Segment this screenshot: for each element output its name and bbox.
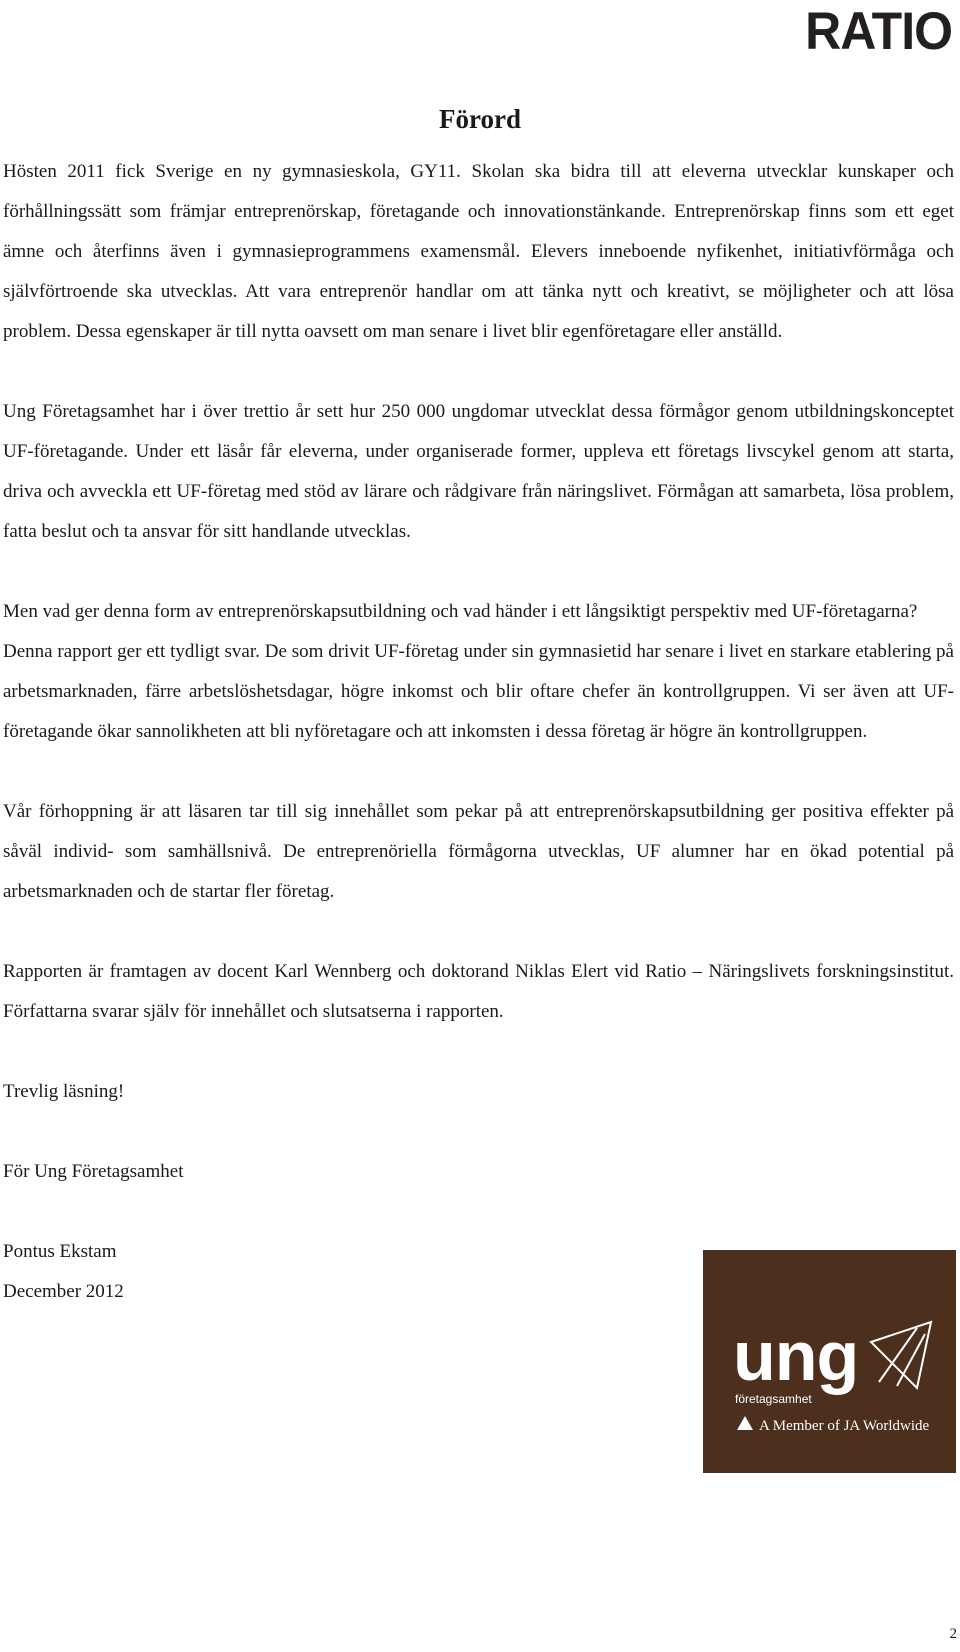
paragraph-authors: Rapporten är framtagen av docent Karl Wennberg och doktorand Niklas Elert vid Ratio – Näringslivets forskningsinstitut. Författarna svarar själv för innehållet och slutsatserna i rapporten. xyxy=(3,961,954,1022)
ung-subtitle: företagsamhet xyxy=(735,1392,812,1406)
ung-tagline: A Member of JA Worldwide xyxy=(759,1418,930,1434)
page-title: Förord xyxy=(439,104,521,134)
paragraph-intro: Hösten 2011 fick Sverige en ny gymnasieskola, GY11. Skolan ska bidra till att eleverna utvecklar kunskaper och förhållningssätt som främjar entreprenörskap, företagande och innovationstänkande. Entreprenörskap finns som ett eget ämne och återfinns även i gymnasieprogrammens examensmål. Elevers inneboende nyfikenhet, initiativförmåga och självförtroende ska utvecklas. Att vara entreprenör handlar om att tänka nytt och kreativt, se möjligheter och att lösa problem. Dessa egenskaper är till nytta oavsett om man senare i livet blir egenföretagare eller anställd. xyxy=(3,161,954,342)
ja-triangle-icon xyxy=(737,1416,753,1430)
ung-foretagsamhet-logo xyxy=(703,1250,956,1473)
ung-wordmark: ung xyxy=(733,1317,859,1395)
signature-name: Pontus Ekstam xyxy=(3,1241,117,1262)
sail-icon xyxy=(871,1322,931,1388)
closing-greeting: Trevlig läsning! xyxy=(3,1081,125,1102)
signature-organization: För Ung Företagsamhet xyxy=(3,1161,184,1182)
paragraph-ung-foretagsamhet: Ung Företagsamhet har i över trettio år sett hur 250 000 ungdomar utvecklat dessa förmågor genom utbildningskonceptet UF-företagande. Under ett läsår får eleverna, under organiserade former, uppleva ett företags livscykel genom att starta, driva och avveckla ett UF-företag med stöd av lärare och rådgivare från näringslivet. Förmågan att samarbeta, lösa problem, fatta beslut och ta ansvar för sitt handlande utvecklas. xyxy=(3,401,954,542)
paragraph-hope: Vår förhoppning är att läsaren tar till sig innehållet som pekar på att entreprenörskapsutbildning ger positiva effekter på såväl individ- som samhällsnivå. De entreprenöriella förmågorna utvecklas, UF alumner har en ökad potential på arbetsmarknaden och de startar fler företag. xyxy=(3,801,954,902)
page-number: 2 xyxy=(949,1626,957,1642)
signature-date: December 2012 xyxy=(3,1281,124,1302)
document-body xyxy=(3,152,954,1312)
ratio-logo: RATIO xyxy=(805,1,952,61)
paragraph-question: Men vad ger denna form av entreprenörskapsutbildning och vad händer i ett långsiktigt perspektiv med UF-företagarna? xyxy=(3,601,918,622)
paragraph-answer: Denna rapport ger ett tydligt svar. De som drivit UF-företag under sin gymnasietid har senare i livet en starkare etablering på arbetsmarknaden, färre arbetslöshetsdagar, högre inkomst och blir oftare chefer än kontrollgruppen. Vi ser även att UF-företagande ökar sannolikheten att bli nyföretagare och att inkomsten i dessa företag är högre än kontrollgruppen. xyxy=(3,641,954,742)
